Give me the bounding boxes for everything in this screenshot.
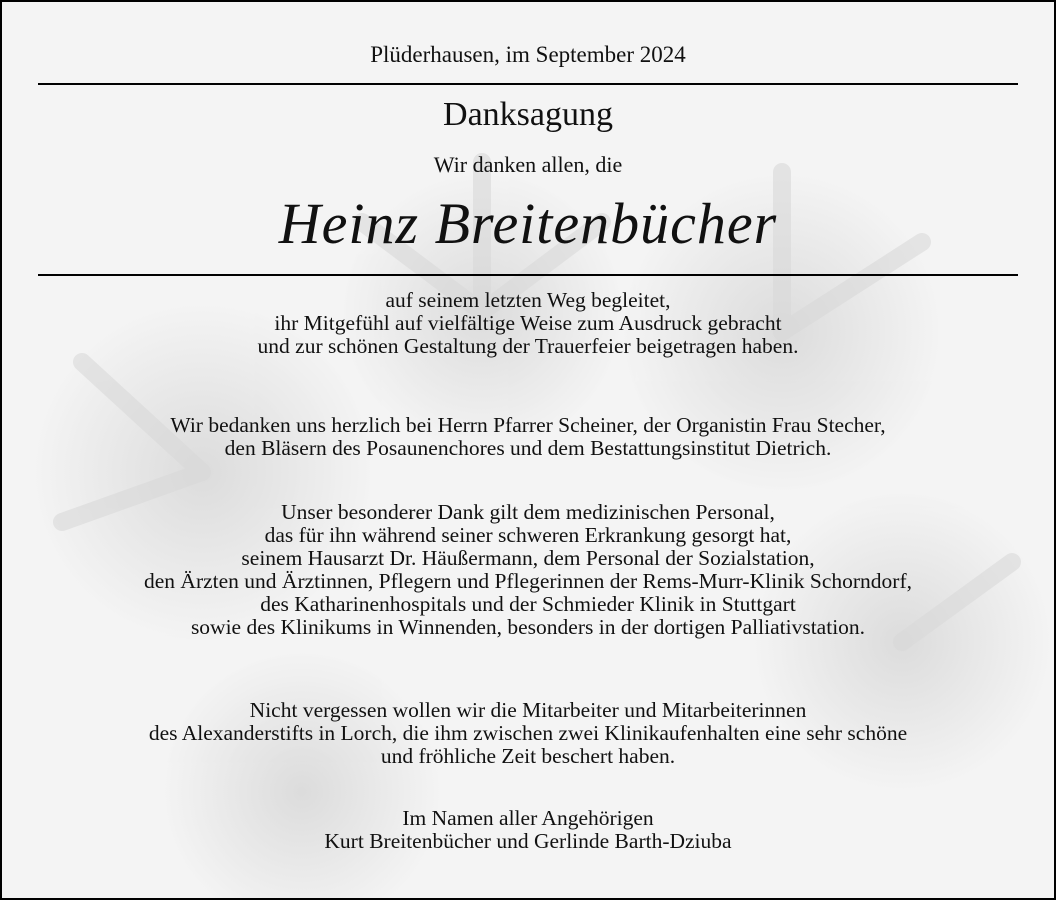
text-line: und zur schönen Gestaltung der Trauerfeier beigetragen haben. <box>257 334 799 358</box>
text-line: des Alexanderstifts in Lorch, die ihm zwischen zwei Klinikaufenhalten eine sehr schöne <box>148 721 908 745</box>
text-line: sowie des Klinikums in Winnenden, besonders in der dortigen Palliativstation. <box>190 615 866 639</box>
deceased-name: Heinz Breitenbücher <box>278 191 778 256</box>
divider-top <box>38 83 1018 85</box>
text-line: den Bläsern des Posaunenchores und dem Bestattungsinstitut Dietrich. <box>224 436 832 460</box>
text-line: seinem Hausarzt Dr. Häußermann, dem Personal der Sozialstation, <box>241 546 815 570</box>
paragraph-care-home <box>2 699 1054 768</box>
text-line: auf seinem letzten Weg begleitet, <box>385 288 671 312</box>
signature-names: Kurt Breitenbücher und Gerlinde Barth-Dziuba <box>324 829 732 853</box>
text-line: Wir bedanken uns herzlich bei Herrn Pfarrer Scheiner, der Organistin Frau Stecher, <box>170 413 886 437</box>
paragraph-medical <box>2 501 1054 639</box>
text-line: ihr Mitgefühl auf vielfältige Weise zum Ausdruck gebracht <box>274 311 782 335</box>
text-line: und fröhliche Zeit beschert haben. <box>380 744 676 768</box>
text-line: des Katharinenhospitals und der Schmieder Klinik in Stuttgart <box>260 592 796 616</box>
signature-line: Im Namen aller Angehörigen <box>402 806 654 830</box>
place-date: Plüderhausen, im September 2024 <box>370 42 686 67</box>
divider-bottom <box>38 274 1018 276</box>
notice-title: Danksagung <box>443 96 613 133</box>
paragraph-thanks <box>2 289 1054 358</box>
text-line: Nicht vergessen wollen wir die Mitarbeiter und Mitarbeiterinnen <box>249 698 807 722</box>
text-line: das für ihn während seiner schweren Erkrankung gesorgt hat, <box>264 523 792 547</box>
paragraph-clergy <box>2 414 1054 460</box>
text-line: den Ärzten und Ärztinnen, Pflegern und Pflegerinnen der Rems-Murr-Klinik Schorndorf, <box>144 569 912 593</box>
intro-line: Wir danken allen, die <box>433 152 623 177</box>
text-line: Unser besonderer Dank gilt dem medizinischen Personal, <box>281 500 775 524</box>
signature-block <box>2 807 1054 853</box>
